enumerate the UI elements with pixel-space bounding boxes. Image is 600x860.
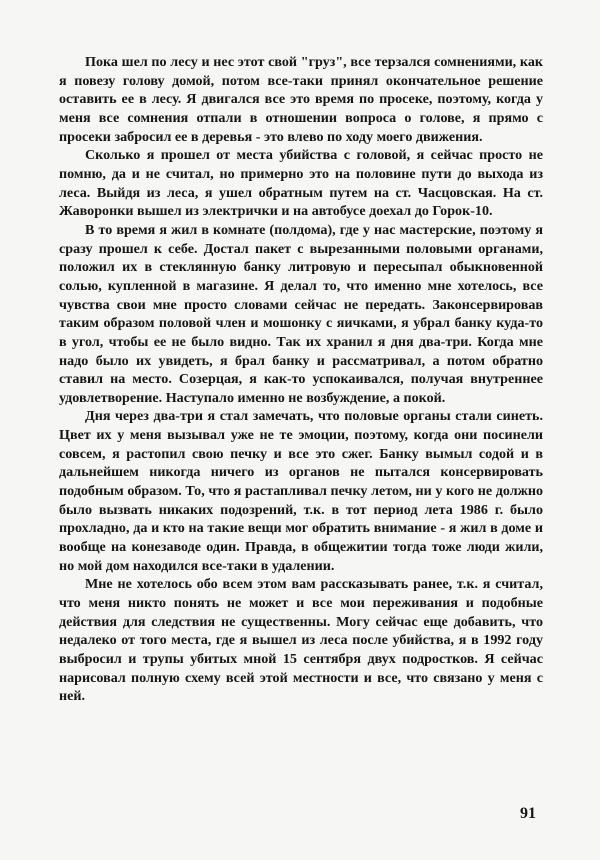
paragraph-5: Мне не хотелось обо всем этом вам рассказывать ранее, т.к. я считал, что меня никто понять не может и все мои переживания и подобные действия для следствия не существенны. Могу сейчас еще добавить, что недалеко от того места, где я вышел из леса после убийства, я в 1992 году выбросил и трупы убитых мной 15 сентября двух подростков. Я сейчас нарисовал полную схему всей этой местности и все, что связано у меня с ней. bbox=[59, 576, 543, 705]
paragraph-1: Пока шел по лесу и нес этот свой "груз", все терзался сомнениями, как я повезу голову домой, потом все-таки принял окончательное решение оставить ее в лесу. Я двигался все это время по просеке, поэтому, когда у меня все сомнения отпали в отношении вопроса о голове, я прямо с просеки забросил ее в деревья - это влево по ходу моего движения. bbox=[59, 54, 543, 145]
body-text bbox=[59, 53, 543, 706]
page-number: 91 bbox=[520, 805, 536, 822]
paragraph-2: Сколько я прошел от места убийства с головой, я сейчас просто не помню, да и не считал, но примерно это на половине пути до выхода из леса. Выйдя из леса, я ушел обратным путем на ст. Часцовская. На ст. Жаворонки вышел из электрички и на автобусе доехал до Горок-10. bbox=[59, 147, 543, 220]
paragraph-3: В то время я жил в комнате (полдома), где у нас мастерские, поэтому я сразу прошел к себе. Достал пакет с вырезанными половыми органами, положил их в стеклянную банку литровую и пересыпал обыкновенной солью, купленной в магазине. Я делал то, что именно мне хотелось, все чувства свои мне просто словами сейчас не передать. Законсервировав таким образом половой член и мошонку с яичками, я убрал банку куда-то в угол, чтобы ее не было видно. Так их хранил я дня два-три. Когда мне надо было их увидеть, я брал банку и рассматривал, а потом обратно ставил на место. Созерцая, я как-то успокаивался, получая внутреннее удовлетворение. Наступало именно не возбуждение, а покой. bbox=[59, 221, 543, 406]
paragraph-4: Дня через два-три я стал замечать, что половые органы стали синеть. Цвет их у меня вызывал уже не те эмоции, поэтому, когда они посинели совсем, я растопил свою печку и все это сжег. Банку вымыл содой и в дальнейшем никогда ничего из органов не пытался консервировать подобным образом. То, что я растапливал печку летом, ни у кого не должно было вызвать никаких подозрений, т.к. в тот период лета 1986 г. было прохладно, да и кто на такие вещи мог обратить внимание - я жил в доме и вообще на конезаводе один. Правда, в общежитии тогда тоже люди жили, но мой дом находился все-таки в удалении. bbox=[59, 408, 543, 574]
